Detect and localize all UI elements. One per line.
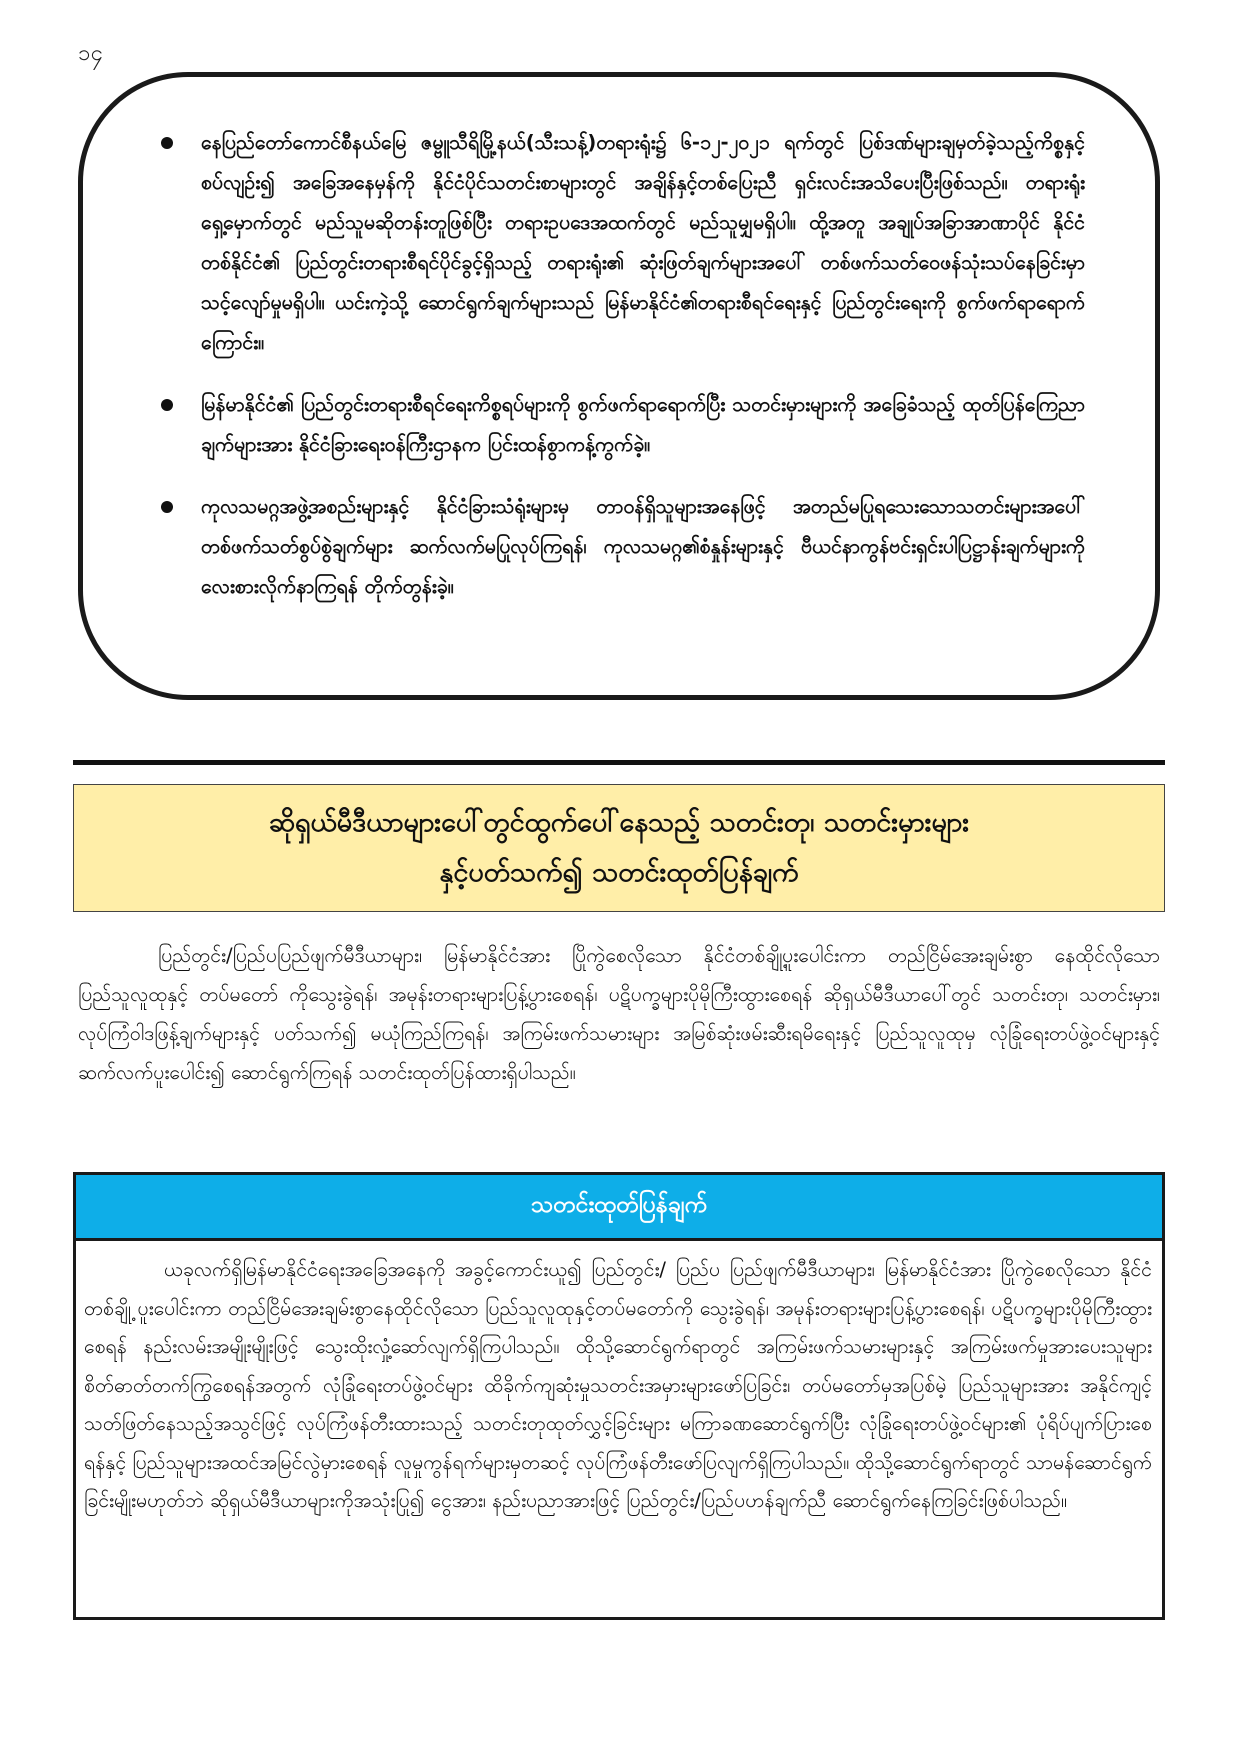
statement-body: ယခုလက်ရှိမြန်မာနိုင်ငံရေးအခြေအနေကို အခွင့်ကောင်းယူ၍ ပြည်တွင်း/ ပြည်ပ ပြည်ဖျက်မီဒီယာများ၊ မြန်မာနိုင်ငံအား ပြိုကွဲစေလိုသော နိုင်ငံတစ်ချို့ ပူးပေါင်းကာ တည်ငြိမ်အေးချမ်းစွာနေထိုင်လိုသော ပြည်သူလူထုနှင့်တပ်မတော်ကို သွေးခွဲရန်၊ အမုန်းတရားများပြန့်ပွားစေရန်၊ ပဋိပက္ခများပိုမိုကြီးထွားစေရန် နည်းလမ်းအမျိုးမျိုးဖြင့် သွေးထိုးလှုံ့ဆော်လျက်ရှိကြပါသည်။ ထိုသို့ဆောင်ရွက်ရာတွင် အကြမ်းဖက်သမားများနှင့် အကြမ်းဖက်မှုအားပေးသူများ စိတ်ဓာတ်တက်ကြွစေရန်အတွက် လုံခြုံရေးတပ်ဖွဲ့ဝင်များ ထိခိုက်ကျဆုံးမှုသတင်းအမှားများဖော်ပြခြင်း၊ တပ်မတော်မှအပြစ်မဲ့ ပြည်သူများအား အနိုင်ကျင့်သတ်ဖြတ်နေသည့်အသွင်ဖြင့် လုပ်ကြံဖန်တီးထားသည့် သတင်းတုထုတ်လွှင့်ခြင်းများ မကြာခဏဆောင်ရွက်ပြီး လုံခြုံရေးတပ်ဖွဲ့ဝင်များ၏ ပုံရိပ်ပျက်ပြားစေရန်နှင့် ပြည်သူများအထင်အမြင်လွဲမှားစေရန် လူမှုကွန်ရက်များမှတဆင့် လုပ်ကြံဖန်တီးဖော်ပြလျက်ရှိကြပါသည်။ ထိုသို့ဆောင်ရွက်ရာတွင် သာမန်ဆောင်ရွက်ခြင်းမျိုးမဟုတ်ဘဲ ဆိုရှယ်မီဒီယာများကိုအသုံးပြု၍ ငွေအား၊ နည်းပညာအားဖြင့် ပြည်တွင်း/ပြည်ပဟန်ချက်ညီ ဆောင်ရွက်နေကြခြင်းဖြစ်ပါသည်။ [84, 1258, 1152, 1512]
bullet-text: နေပြည်တော်ကောင်စီနယ်မြေ ဇမ္ဗူသီရိမြို့နယ်(သီးသန့်)တရားရုံး၌ ၆-၁၂-၂၀၂၁ ရက်တွင် ပြစ်ဒဏ်များချမှတ်ခဲ့သည့်ကိစ္စနှင့်စပ်လျဉ်း၍ အခြေအနေမှန်ကို နိုင်ငံပိုင်သတင်းစာများတွင် အချိန်နှင့်တစ်ပြေးညီ ရှင်းလင်းအသိပေးပြီးဖြစ်သည်။ တရားရုံးရှေ့မှောက်တွင် မည်သူမဆိုတန်းတူဖြစ်ပြီး တရားဥပဒေအထက်တွင် မည်သူမျှမရှိပါ။ ထို့အတူ အချုပ်အခြာအာဏာပိုင် နိုင်ငံတစ်နိုင်ငံ၏ ပြည်တွင်းတရားစီရင်ပိုင်ခွင့်ရှိသည့် တရားရုံး၏ ဆုံးဖြတ်ချက်များအပေါ် တစ်ဖက်သတ်ဝေဖန်သုံးသပ်နေခြင်းမှာ သင့်လျော်မှုမရှိပါ။ ယင်းကဲ့သို့ ဆောင်ရွက်ချက်များသည် မြန်မာနိုင်ငံ၏တရားစီရင်ရေးနှင့် ပြည်တွင်းရေးကို စွက်ဖက်ရာရောက်ကြောင်း။ [201, 131, 1085, 354]
bullet-item [161, 123, 1085, 363]
statement-box [73, 1172, 1165, 1620]
section-divider [73, 760, 1165, 765]
headline-line-1: ဆိုရှယ်မီဒီယာများပေါ်တွင်ထွက်ပေါ်နေသည့် သတင်းတု၊ သတင်းမှားများ [268, 807, 970, 838]
headline-box [73, 784, 1165, 912]
headline-line-2: နှင့်ပတ်သက်၍ သတင်းထုတ်ပြန်ချက် [439, 857, 799, 888]
bullet-icon [161, 399, 173, 411]
page-number: ၁၄ [78, 41, 103, 66]
bullet-item [161, 385, 1085, 465]
bullet-icon [161, 137, 173, 149]
bullet-text: ကုလသမဂ္ဂအဖွဲ့အစည်းများနှင့် နိုင်ငံခြားသံရုံးများမှ တာဝန်ရှိသူများအနေဖြင့် အတည်မပြုရသေးသောသတင်းများအပေါ် တစ်ဖက်သတ်စွပ်စွဲချက်များ ဆက်လက်မပြုလုပ်ကြရန်၊ ကုလသမဂ္ဂ၏စံနှုန်းများနှင့် ဗီယင်နာကွန်ဗင်းရှင်းပါပြဋ္ဌာန်းချက်များကို လေးစားလိုက်နာကြရန် တိုက်တွန်းခဲ့။ [201, 495, 1085, 598]
key-points-box [78, 72, 1160, 700]
statement-title: သတင်းထုတ်ပြန်ချက် [76, 1175, 1162, 1241]
bullet-text: မြန်မာနိုင်ငံ၏ ပြည်တွင်းတရားစီရင်ရေးကိစ္စရပ်များကို စွက်ဖက်ရာရောက်ပြီး သတင်းမှားများကို အခြေခံသည့် ထုတ်ပြန်ကြေညာချက်များအား နိုင်ငံခြားရေးဝန်ကြီးဌာနက ပြင်းထန်စွာကန့်ကွက်ခဲ့။ [201, 393, 1085, 456]
bullet-icon [161, 501, 173, 513]
intro-paragraph: ပြည်တွင်း/ပြည်ပပြည်ဖျက်မီဒီယာများ၊ မြန်မာနိုင်ငံအား ပြိုကွဲစေလိုသော နိုင်ငံတစ်ချို့ပူးပေါင်းကာ တည်ငြိမ်အေးချမ်းစွာ နေထိုင်လိုသော ပြည်သူလူထုနှင့် တပ်မတော် ကိုသွေးခွဲရန်၊ အမုန်းတရားများပြန့်ပွားစေရန်၊ ပဋိပက္ခများပိုမိုကြီးထွားစေရန် ဆိုရှယ်မီဒီယာပေါ်တွင် သတင်းတု၊ သတင်းမှား၊ လုပ်ကြံဝါဒဖြန့်ချက်များနှင့် ပတ်သက်၍ မယုံကြည်ကြရန်၊ အကြမ်းဖက်သမားများ အမြစ်ဆုံးဖမ်းဆီးရမိရေးနှင့် ပြည်သူလူထုမှ လုံခြုံရေးတပ်ဖွဲ့ဝင်များနှင့်ဆက်လက်ပူးပေါင်း၍ ဆောင်ရွက်ကြရန် သတင်းထုတ်ပြန်ထားရှိပါသည်။ [78, 944, 1160, 1084]
bullet-item [161, 487, 1085, 607]
